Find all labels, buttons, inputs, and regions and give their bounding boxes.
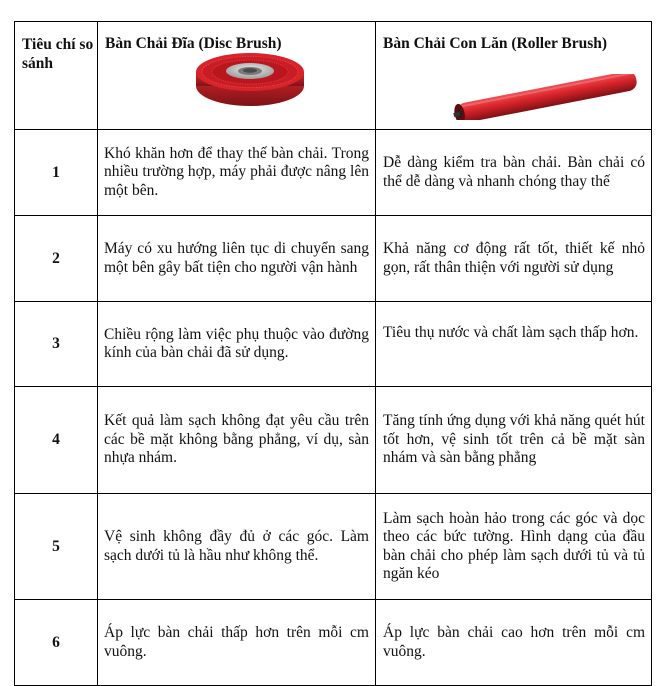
table-row (15, 302, 652, 387)
roller-text: Tiêu thụ nước và chất làm sạch thấp hơn. (383, 324, 639, 341)
table-header-row (15, 22, 652, 130)
disc-cell (98, 494, 376, 600)
disc-cell (98, 387, 376, 494)
roller-text: Dễ dàng kiểm tra bàn chải. Bàn chải có thể dễ dàng và nhanh chóng thay thế (383, 154, 645, 190)
disc-text: Vệ sinh không đầy đủ ở các góc. Làm sạch dưới tủ là hầu như không thể. (104, 528, 369, 564)
roller-cell (376, 216, 652, 302)
roller-cell (376, 494, 652, 600)
row-number: 6 (15, 600, 98, 686)
roller-text: Khả năng cơ động rất tốt, thiết kế nhỏ gọn, rất thân thiện với người sử dụng (383, 240, 645, 276)
roller-cell (376, 130, 652, 216)
disc-cell (98, 130, 376, 216)
roller-cell (376, 600, 652, 686)
disc-text: Khó khăn hơn để thay thế bàn chải. Trong nhiều trường hợp, máy phải được nâng lên một bên. (104, 144, 369, 199)
header-criteria (15, 22, 98, 130)
disc-cell (98, 216, 376, 302)
header-criteria-label: Tiêu chí so sánh (22, 36, 94, 72)
table-row (15, 494, 652, 600)
table-row (15, 216, 652, 302)
roller-text: Tăng tính ứng dụng với khả năng quét hút tốt hơn, vệ sinh tốt trên cả bề mặt sàn nhám và sàn bằng phẳng (383, 412, 645, 467)
roller-brush-image (446, 74, 646, 120)
roller-cell (376, 387, 652, 494)
row-number: 3 (15, 302, 98, 387)
roller-cell (376, 302, 652, 387)
table-row (15, 387, 652, 494)
disc-text: Chiều rộng làm việc phụ thuộc vào đường kính của bàn chải đã sử dụng. (104, 325, 369, 361)
header-disc-label: Bàn Chải Đĩa (Disc Brush) (105, 35, 282, 52)
roller-text: Áp lực bàn chải cao hơn trên mỗi cm vuông. (383, 624, 645, 660)
disc-cell (98, 302, 376, 387)
table-row (15, 130, 652, 216)
row-number: 2 (15, 216, 98, 302)
roller-text: Làm sạch hoàn hảo trong các góc và dọc theo các bức tường. Hình dạng của đầu bàn chải cho phép làm sạch dưới tủ và tủ ngăn kéo (383, 509, 645, 582)
header-roller-brush (376, 22, 652, 130)
header-roller-label: Bàn Chải Con Lăn (Roller Brush) (383, 35, 608, 52)
row-number: 1 (15, 130, 98, 216)
row-number: 5 (15, 494, 98, 600)
disc-cell (98, 600, 376, 686)
row-number: 4 (15, 387, 98, 494)
table-row (15, 600, 652, 686)
comparison-table (14, 21, 652, 686)
disc-text: Máy có xu hướng liên tục di chuyển sang một bên gây bất tiện cho người vận hành (104, 240, 369, 276)
disc-brush-image (194, 50, 306, 108)
disc-text: Kết quả làm sạch không đạt yêu cầu trên các bề mặt không bằng phẳng, ví dụ, sàn nhựa nhám. (104, 412, 369, 467)
disc-text: Áp lực bàn chải thấp hơn trên mỗi cm vuông. (104, 624, 369, 660)
header-disc-brush (98, 22, 376, 130)
